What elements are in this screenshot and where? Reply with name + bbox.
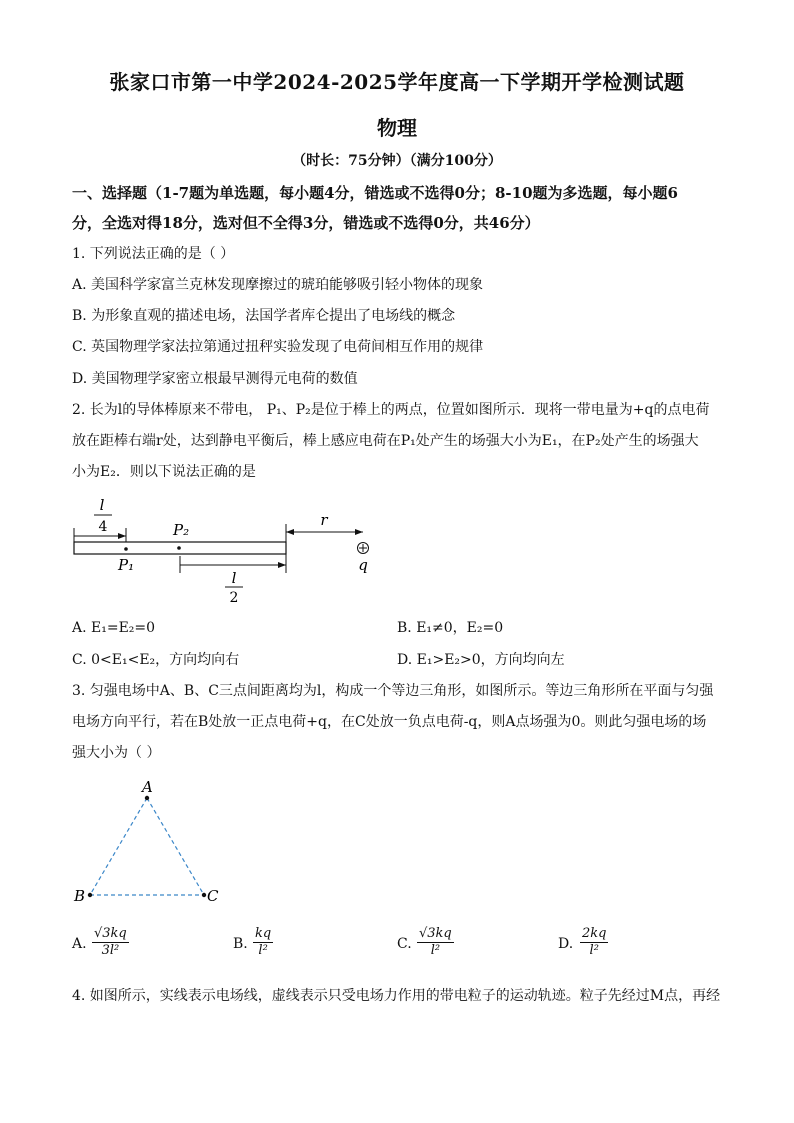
fig-half-den: 2 — [229, 590, 239, 606]
q2-stem-line1: 2. 长为l的导体棒原来不带电， P₁、P₂是位于棒上的两点，位置如图所示．现将一带电量为+q的点电荷 — [72, 402, 710, 418]
fig-p1-label: P₁ — [118, 556, 135, 574]
q3-stem-line1: 3. 匀强电场中A、B、C三点间距离均为l，构成一个等边三角形，如图所示。等边三角形所在平面与匀强 — [72, 683, 714, 699]
q1-stem: 1. 下列说法正确的是（ ） — [72, 246, 235, 262]
q3-option-a-num: √3kq — [94, 926, 127, 941]
q2-option-d: D. E₁>E₂>0，方向均向左 — [397, 652, 565, 668]
fig-p2-dot — [177, 546, 181, 550]
fig-half-arrowhead — [278, 562, 286, 568]
q2-stem-line3: 小为E₂．则以下说法正确的是 — [72, 464, 256, 480]
point-b-label: B — [74, 887, 86, 905]
fig-r-label: r — [320, 511, 328, 529]
q3-option-b-den: l² — [258, 943, 268, 958]
subject-title: 物理 — [377, 116, 417, 140]
q3-option-a-den: 3l² — [101, 943, 120, 958]
q1-option-c: C. 英国物理学家法拉第通过扭秤实验发现了电荷间相互作用的规律 — [72, 339, 484, 355]
q3-option-d-num: 2kq — [582, 926, 607, 941]
point-a-dot — [145, 796, 149, 800]
q1-option-a: A. 美国科学家富兰克林发现摩擦过的琥珀能够吸引轻小物体的现象 — [72, 277, 484, 293]
fig-quarter-den: 4 — [98, 519, 108, 535]
fig-p2-label: P₂ — [173, 521, 190, 539]
point-c-dot — [202, 893, 206, 897]
q3-option-d-fraction — [580, 926, 608, 959]
fig-r-arrowhead-right — [355, 529, 363, 535]
fig-half-num: l — [231, 569, 237, 587]
fig-p1-dot — [124, 547, 128, 551]
q4-stem-line1: 4. 如图所示，实线表示电场线，虚线表示只受电场力作用的带电粒子的运动轨迹。粒子先经过M点，再经 — [72, 988, 721, 1004]
fig-q-label: q — [358, 556, 368, 574]
q2-option-c: C. 0<E₁<E₂，方向均向右 — [72, 652, 240, 668]
point-b-dot — [88, 893, 92, 897]
exam-info: （时长：75分钟）（满分100分） — [292, 153, 502, 169]
exam-title: 张家口市第一中学2024-2025学年度高一下学期开学检测试题 — [109, 70, 685, 94]
q3-option-c-den: l² — [430, 943, 441, 958]
q3-stem-line3: 强大小为（ ） — [72, 745, 161, 761]
q3-option-b-num: kq — [255, 926, 272, 941]
q2-option-a: A. E₁=E₂=0 — [72, 620, 156, 636]
q3-option-c-label: C. — [397, 936, 412, 952]
section-heading-line2: 分，全选对得18分，选对但不全得3分，错选或不选得0分，共46分） — [72, 214, 540, 232]
triangle-side-ab — [90, 798, 147, 895]
q3-option-d-label: D. — [558, 936, 574, 952]
q3-option-b-fraction — [253, 926, 273, 959]
q1-option-d: D. 美国物理学家密立根最早测得元电荷的数值 — [72, 371, 358, 387]
triangle-side-ac — [147, 798, 204, 895]
q2-stem-line2: 放在距棒右端r处，达到静电平衡后，棒上感应电荷在P₁处产生的场强大小为E₁，在P₂处产生的场强大 — [72, 433, 699, 449]
point-c-label: C — [207, 887, 219, 905]
q2-option-b: B. E₁≠0，E₂=0 — [397, 620, 504, 636]
q3-option-a-label: A. — [72, 936, 87, 952]
fig-quarter-arrowhead — [118, 533, 126, 539]
section-heading-line1: 一、选择题（1-7题为单选题，每小题4分，错选或不选得0分；8-10题为多选题，每小题6 — [72, 184, 678, 202]
point-a-label: A — [142, 778, 153, 796]
q3-option-a-fraction — [92, 926, 129, 959]
fig-quarter-num: l — [99, 496, 105, 514]
q2-rod-diagram — [60, 488, 390, 608]
q3-option-c-fraction — [417, 926, 454, 959]
q3-option-c-num: √3kq — [419, 926, 452, 941]
q3-option-d-den: l² — [589, 943, 599, 958]
q3-stem-line2: 电场方向平行，若在B处放一正点电荷+q，在C处放一负点电荷-q，则A点场强为0。则此匀强电场的场 — [72, 714, 707, 730]
q1-option-b: B. 为形象直观的描述电场，法国学者库仑提出了电场线的概念 — [72, 308, 456, 324]
q3-option-b-label: B. — [233, 936, 248, 952]
fig-r-arrowhead-left — [286, 529, 294, 535]
q3-triangle-diagram — [70, 776, 230, 911]
